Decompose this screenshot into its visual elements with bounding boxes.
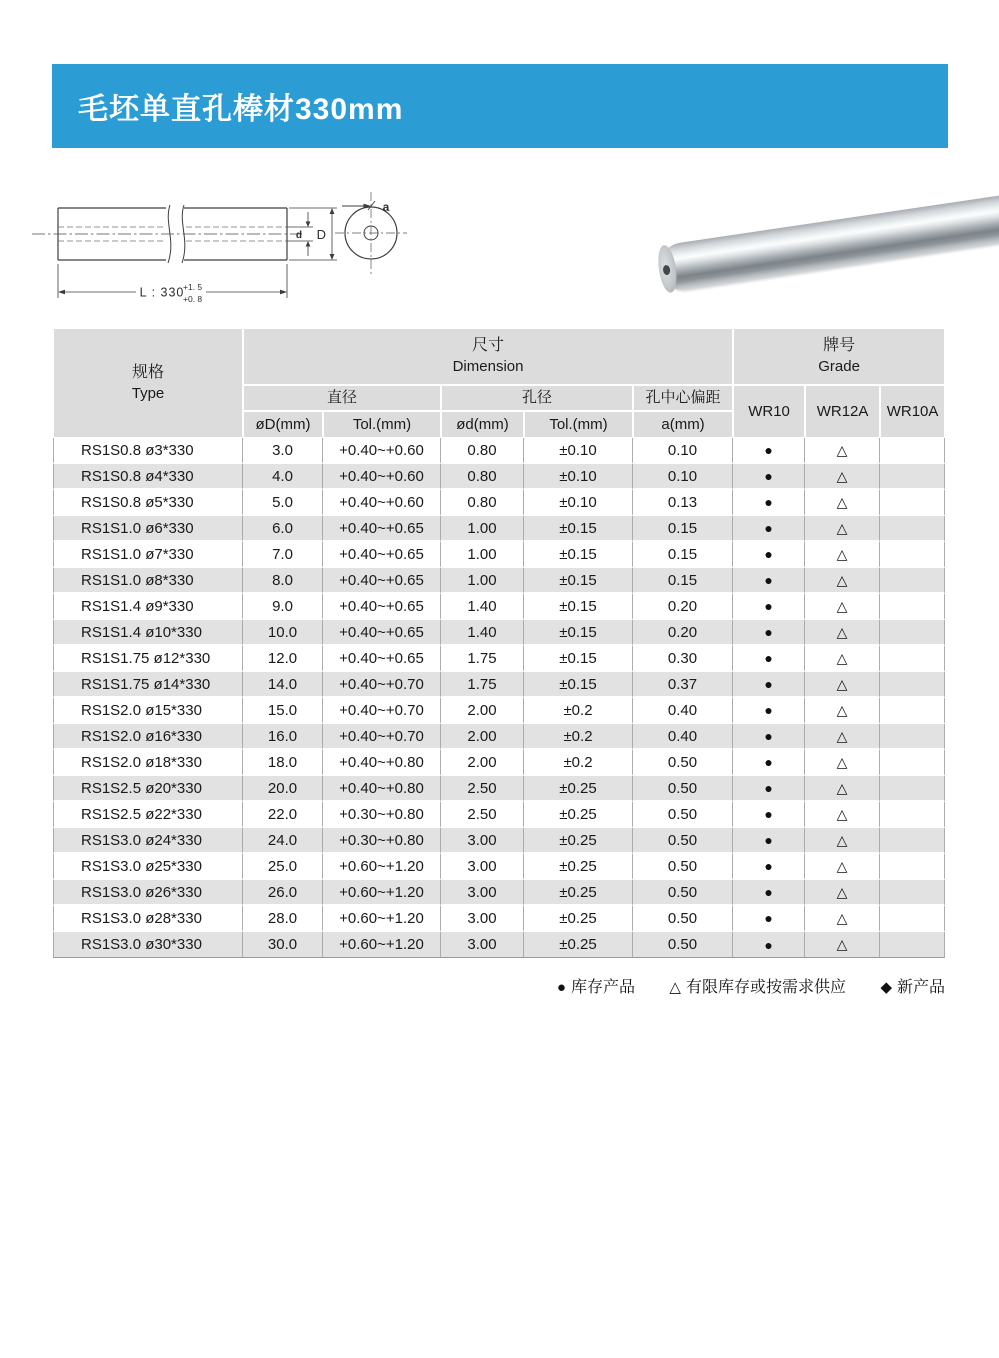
wr10a-cell xyxy=(880,854,945,880)
table-row xyxy=(53,646,945,672)
header-dimension-cn: 尺寸 xyxy=(472,337,505,355)
wr10-cell: ● xyxy=(733,594,805,620)
offset-cell: 0.40 xyxy=(633,698,733,724)
table-row xyxy=(53,828,945,854)
type-cell: RS1S3.0 ø30*330 xyxy=(53,932,243,958)
od-tol-cell: +0.40~+0.80 xyxy=(323,776,441,802)
hole-tol-cell: ±0.15 xyxy=(524,620,633,646)
wr12a-cell: △ xyxy=(805,854,880,880)
wr10a-cell xyxy=(880,464,945,490)
type-cell: RS1S1.75 ø12*330 xyxy=(53,646,243,672)
wr12a-cell: △ xyxy=(805,620,880,646)
wr10-cell: ● xyxy=(733,438,805,464)
hole-tol-cell: ±0.15 xyxy=(524,646,633,672)
rod-end-face xyxy=(656,244,680,294)
type-cell: RS1S2.5 ø22*330 xyxy=(53,802,243,828)
dim-d-arrows xyxy=(306,222,311,247)
hole-tol-cell: ±0.15 xyxy=(524,542,633,568)
offset-cell: 0.10 xyxy=(633,438,733,464)
wr10-cell: ● xyxy=(733,854,805,880)
table-row xyxy=(53,490,945,516)
wr12a-cell: △ xyxy=(805,932,880,958)
hole-tol-cell: ±0.25 xyxy=(524,776,633,802)
wr10-cell: ● xyxy=(733,542,805,568)
wr12a-cell: △ xyxy=(805,698,880,724)
legend-label-stock: 库存产品 xyxy=(570,979,635,996)
hole-tol-cell: ±0.25 xyxy=(524,932,633,958)
dim-label-a: a xyxy=(382,200,390,214)
header-hole-diameter: 孔径 xyxy=(441,385,633,411)
stock-dot-icon: ● xyxy=(556,979,566,996)
hole-tol-cell: ±0.25 xyxy=(524,802,633,828)
table-row xyxy=(53,542,945,568)
hole-tol-cell: ±0.15 xyxy=(524,594,633,620)
wr10-cell: ● xyxy=(733,568,805,594)
hole-tol-cell: ±0.25 xyxy=(524,906,633,932)
wr10-cell: ● xyxy=(733,464,805,490)
wr10a-cell xyxy=(880,542,945,568)
od-tol-cell: +0.40~+0.60 xyxy=(323,438,441,464)
hole-d-cell: 3.00 xyxy=(441,880,524,906)
type-cell: RS1S0.8 ø4*330 xyxy=(53,464,243,490)
od-tol-cell: +0.40~+0.65 xyxy=(323,594,441,620)
hole-d-cell: 2.50 xyxy=(441,776,524,802)
type-cell: RS1S0.8 ø3*330 xyxy=(53,438,243,464)
od-cell: 30.0 xyxy=(243,932,323,958)
table-row xyxy=(53,880,945,906)
wr10-cell: ● xyxy=(733,490,805,516)
end-view-crosshair xyxy=(335,192,407,274)
table-row xyxy=(53,620,945,646)
hole-d-cell: 1.75 xyxy=(441,672,524,698)
type-cell: RS1S3.0 ø25*330 xyxy=(53,854,243,880)
offset-cell: 0.50 xyxy=(633,828,733,854)
dim-label-length: L : 330 xyxy=(139,285,185,300)
wr10-cell: ● xyxy=(733,516,805,542)
table-row xyxy=(53,750,945,776)
wr10a-cell xyxy=(880,776,945,802)
dim-label-D: D xyxy=(316,227,326,242)
od-tol-cell: +0.30~+0.80 xyxy=(323,828,441,854)
hole-d-cell: 1.00 xyxy=(441,542,524,568)
offset-cell: 0.30 xyxy=(633,646,733,672)
od-tol-cell: +0.40~+0.60 xyxy=(323,490,441,516)
header-sub-d: ød(mm) xyxy=(441,411,524,438)
header-sub-od: øD(mm) xyxy=(243,411,323,438)
table-row xyxy=(53,464,945,490)
legend-item-limited xyxy=(669,979,846,996)
wr10-cell: ● xyxy=(733,932,805,958)
wr10-cell: ● xyxy=(733,698,805,724)
header-grade xyxy=(733,328,945,385)
wr10a-cell xyxy=(880,568,945,594)
table-row xyxy=(53,776,945,802)
od-tol-cell: +0.60~+1.20 xyxy=(323,932,441,958)
table-row xyxy=(53,932,945,958)
type-cell: RS1S3.0 ø26*330 xyxy=(53,880,243,906)
offset-cell: 0.37 xyxy=(633,672,733,698)
wr12a-cell: △ xyxy=(805,828,880,854)
wr10a-cell xyxy=(880,594,945,620)
offset-cell: 0.40 xyxy=(633,724,733,750)
spec-table xyxy=(53,328,945,958)
wr10a-cell xyxy=(880,672,945,698)
header-dimension-en: Dimension xyxy=(452,358,524,376)
offset-cell: 0.15 xyxy=(633,516,733,542)
type-cell: RS1S0.8 ø5*330 xyxy=(53,490,243,516)
offset-cell: 0.50 xyxy=(633,750,733,776)
table-row xyxy=(53,698,945,724)
od-tol-cell: +0.60~+1.20 xyxy=(323,854,441,880)
od-cell: 8.0 xyxy=(243,568,323,594)
od-cell: 22.0 xyxy=(243,802,323,828)
offset-cell: 0.13 xyxy=(633,490,733,516)
hole-tol-cell: ±0.10 xyxy=(524,464,633,490)
wr12a-cell: △ xyxy=(805,750,880,776)
wr10a-cell xyxy=(880,880,945,906)
wr12a-cell: △ xyxy=(805,516,880,542)
hole-d-cell: 2.00 xyxy=(441,698,524,724)
od-tol-cell: +0.40~+0.70 xyxy=(323,724,441,750)
od-cell: 7.0 xyxy=(243,542,323,568)
od-cell: 10.0 xyxy=(243,620,323,646)
spec-table-body xyxy=(53,438,945,958)
title-banner xyxy=(52,64,948,148)
offset-cell: 0.15 xyxy=(633,542,733,568)
od-tol-cell: +0.40~+0.65 xyxy=(323,568,441,594)
hole-d-cell: 0.80 xyxy=(441,464,524,490)
header-sub-a: a(mm) xyxy=(633,411,733,438)
od-tol-cell: +0.40~+0.65 xyxy=(323,646,441,672)
od-tol-cell: +0.40~+0.65 xyxy=(323,620,441,646)
hole-tol-cell: ±0.2 xyxy=(524,698,633,724)
wr12a-cell: △ xyxy=(805,594,880,620)
header-dimension xyxy=(243,328,733,385)
wr10a-cell xyxy=(880,932,945,958)
hole-tol-cell: ±0.15 xyxy=(524,516,633,542)
wr10a-cell xyxy=(880,438,945,464)
hole-d-cell: 0.80 xyxy=(441,438,524,464)
od-cell: 3.0 xyxy=(243,438,323,464)
od-cell: 28.0 xyxy=(243,906,323,932)
header-sub-od-tol: Tol.(mm) xyxy=(323,411,441,438)
table-row xyxy=(53,672,945,698)
type-cell: RS1S1.0 ø8*330 xyxy=(53,568,243,594)
wr10-cell: ● xyxy=(733,724,805,750)
hole-d-cell: 2.50 xyxy=(441,802,524,828)
header-diameter: 直径 xyxy=(243,385,441,411)
offset-cell: 0.10 xyxy=(633,464,733,490)
hole-d-cell: 1.40 xyxy=(441,594,524,620)
type-cell: RS1S2.0 ø18*330 xyxy=(53,750,243,776)
hole-tol-cell: ±0.25 xyxy=(524,854,633,880)
header-grade-en: Grade xyxy=(818,358,860,376)
offset-cell: 0.50 xyxy=(633,854,733,880)
od-cell: 20.0 xyxy=(243,776,323,802)
od-cell: 5.0 xyxy=(243,490,323,516)
hole-d-cell: 3.00 xyxy=(441,932,524,958)
header-grade-cn: 牌号 xyxy=(823,337,856,355)
wr10-cell: ● xyxy=(733,906,805,932)
type-cell: RS1S1.75 ø14*330 xyxy=(53,672,243,698)
dim-label-tol-upper: +1. 5 xyxy=(183,282,203,292)
legend-label-limited: 有限库存或按需求供应 xyxy=(685,979,846,996)
wr10-cell: ● xyxy=(733,802,805,828)
wr10a-cell xyxy=(880,750,945,776)
offset-cell: 0.50 xyxy=(633,776,733,802)
wr10-cell: ● xyxy=(733,828,805,854)
type-cell: RS1S2.5 ø20*330 xyxy=(53,776,243,802)
type-cell: RS1S1.4 ø10*330 xyxy=(53,620,243,646)
type-cell: RS1S3.0 ø28*330 xyxy=(53,906,243,932)
type-cell: RS1S1.4 ø9*330 xyxy=(53,594,243,620)
wr10a-cell xyxy=(880,802,945,828)
od-cell: 6.0 xyxy=(243,516,323,542)
od-cell: 16.0 xyxy=(243,724,323,750)
header-grade-wr12a: WR12A xyxy=(805,385,880,438)
rod-image xyxy=(656,183,999,293)
header-grade-wr10: WR10 xyxy=(733,385,805,438)
wr10-cell: ● xyxy=(733,880,805,906)
offset-cell: 0.20 xyxy=(633,620,733,646)
dim-label-tol-lower: +0. 8 xyxy=(183,294,203,304)
legend-item-stock xyxy=(557,979,635,996)
wr10a-cell xyxy=(880,516,945,542)
table-row xyxy=(53,906,945,932)
wr10-cell: ● xyxy=(733,672,805,698)
limited-triangle-icon: △ xyxy=(669,979,681,996)
hole-d-cell: 3.00 xyxy=(441,906,524,932)
wr10-cell: ● xyxy=(733,620,805,646)
od-tol-cell: +0.40~+0.80 xyxy=(323,750,441,776)
od-tol-cell: +0.30~+0.80 xyxy=(323,802,441,828)
offset-cell: 0.50 xyxy=(633,802,733,828)
wr10-cell: ● xyxy=(733,776,805,802)
od-cell: 25.0 xyxy=(243,854,323,880)
header-type xyxy=(53,328,243,438)
header-grade-wr10a: WR10A xyxy=(880,385,945,438)
spec-table-head xyxy=(53,328,945,438)
table-row xyxy=(53,854,945,880)
hole-d-cell: 0.80 xyxy=(441,490,524,516)
wr12a-cell: △ xyxy=(805,672,880,698)
wr10a-cell xyxy=(880,646,945,672)
offset-cell: 0.50 xyxy=(633,906,733,932)
wr12a-cell: △ xyxy=(805,906,880,932)
wr10a-cell xyxy=(880,490,945,516)
type-cell: RS1S3.0 ø24*330 xyxy=(53,828,243,854)
table-row xyxy=(53,724,945,750)
hole-d-cell: 2.00 xyxy=(441,724,524,750)
legend-label-new: 新产品 xyxy=(896,979,945,996)
wr10a-cell xyxy=(880,620,945,646)
table-row xyxy=(53,594,945,620)
wr12a-cell: △ xyxy=(805,802,880,828)
wr12a-cell: △ xyxy=(805,542,880,568)
od-tol-cell: +0.40~+0.65 xyxy=(323,542,441,568)
od-cell: 24.0 xyxy=(243,828,323,854)
od-tol-cell: +0.40~+0.65 xyxy=(323,516,441,542)
hole-tol-cell: ±0.10 xyxy=(524,438,633,464)
wr12a-cell: △ xyxy=(805,490,880,516)
table-row xyxy=(53,516,945,542)
table-row xyxy=(53,438,945,464)
od-cell: 9.0 xyxy=(243,594,323,620)
dim-label-d: d xyxy=(295,230,302,241)
hole-tol-cell: ±0.25 xyxy=(524,880,633,906)
od-tol-cell: +0.60~+1.20 xyxy=(323,906,441,932)
header-hole-offset: 孔中心偏距 xyxy=(633,385,733,411)
wr12a-cell: △ xyxy=(805,568,880,594)
type-cell: RS1S2.0 ø16*330 xyxy=(53,724,243,750)
offset-cell: 0.50 xyxy=(633,880,733,906)
wr10a-cell xyxy=(880,906,945,932)
rod-hole xyxy=(662,265,670,276)
wr10-cell: ● xyxy=(733,750,805,776)
hole-d-cell: 1.75 xyxy=(441,646,524,672)
od-cell: 12.0 xyxy=(243,646,323,672)
wr10a-cell xyxy=(880,698,945,724)
hole-tol-cell: ±0.25 xyxy=(524,828,633,854)
header-type-cn: 规格 xyxy=(131,363,164,381)
od-tol-cell: +0.40~+0.60 xyxy=(323,464,441,490)
new-diamond-icon: ◆ xyxy=(880,979,892,996)
legend xyxy=(557,974,945,997)
offset-cell: 0.50 xyxy=(633,932,733,958)
wr12a-cell: △ xyxy=(805,438,880,464)
od-cell: 15.0 xyxy=(243,698,323,724)
od-tol-cell: +0.40~+0.70 xyxy=(323,698,441,724)
offset-cell: 0.15 xyxy=(633,568,733,594)
wr12a-cell: △ xyxy=(805,724,880,750)
type-cell: RS1S1.0 ø7*330 xyxy=(53,542,243,568)
hole-d-cell: 3.00 xyxy=(441,854,524,880)
wr10a-cell xyxy=(880,828,945,854)
od-tol-cell: +0.60~+1.20 xyxy=(323,880,441,906)
hole-tol-cell: ±0.15 xyxy=(524,672,633,698)
wr12a-cell: △ xyxy=(805,464,880,490)
wr12a-cell: △ xyxy=(805,880,880,906)
hole-tol-cell: ±0.10 xyxy=(524,490,633,516)
offset-cell: 0.20 xyxy=(633,594,733,620)
wr10-cell: ● xyxy=(733,646,805,672)
od-cell: 26.0 xyxy=(243,880,323,906)
od-cell: 18.0 xyxy=(243,750,323,776)
hole-d-cell: 1.40 xyxy=(441,620,524,646)
od-tol-cell: +0.40~+0.70 xyxy=(323,672,441,698)
technical-drawing xyxy=(30,180,450,315)
header-sub-d-tol: Tol.(mm) xyxy=(524,411,633,438)
wr12a-cell: △ xyxy=(805,776,880,802)
header-type-en: Type xyxy=(131,384,165,402)
type-cell: RS1S2.0 ø15*330 xyxy=(53,698,243,724)
dim-a xyxy=(342,201,375,210)
table-row xyxy=(53,568,945,594)
hole-d-cell: 1.00 xyxy=(441,568,524,594)
wr12a-cell: △ xyxy=(805,646,880,672)
table-row xyxy=(53,802,945,828)
od-cell: 14.0 xyxy=(243,672,323,698)
product-photo xyxy=(630,168,999,313)
wr10a-cell xyxy=(880,724,945,750)
hole-d-cell: 2.00 xyxy=(441,750,524,776)
hole-tol-cell: ±0.2 xyxy=(524,724,633,750)
od-cell: 4.0 xyxy=(243,464,323,490)
hole-d-cell: 1.00 xyxy=(441,516,524,542)
hole-tol-cell: ±0.15 xyxy=(524,568,633,594)
page-title: 毛坯单直孔棒材330mm xyxy=(78,93,404,126)
hole-d-cell: 3.00 xyxy=(441,828,524,854)
legend-item-new xyxy=(880,979,945,996)
hole-tol-cell: ±0.2 xyxy=(524,750,633,776)
type-cell: RS1S1.0 ø6*330 xyxy=(53,516,243,542)
